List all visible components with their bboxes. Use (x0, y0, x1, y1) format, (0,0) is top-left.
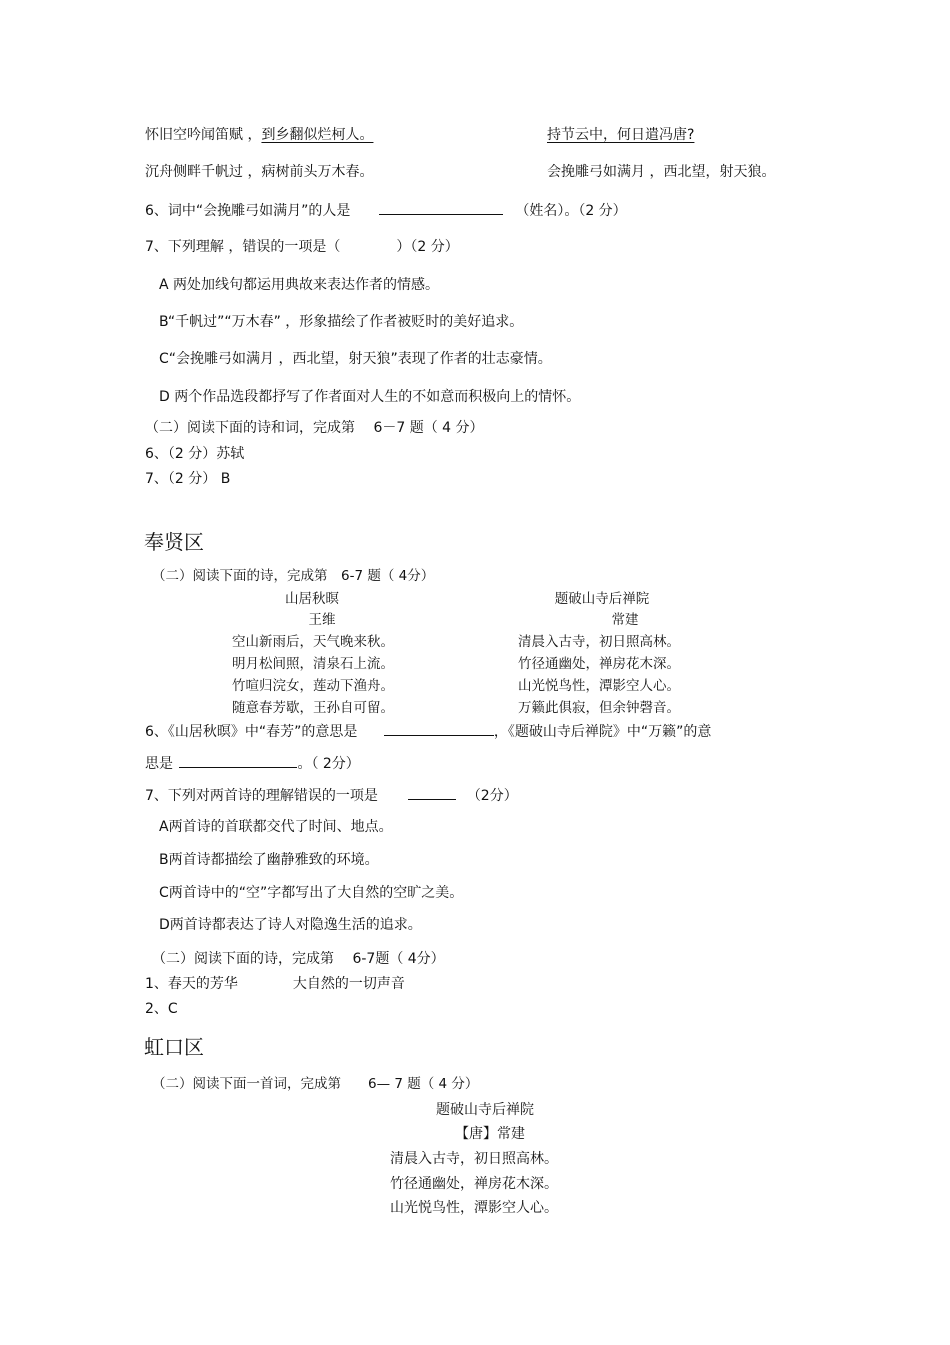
text-underlined: 持节云中，何日遣冯唐? (547, 127, 695, 143)
poem-author: 常建 (611, 612, 639, 628)
answer-6: 6、（2 分）苏轼 (145, 446, 245, 462)
answer-text: 大自然的一切声音 (292, 976, 405, 992)
answer-1 (145, 975, 405, 993)
poem-line-left-1 (145, 126, 373, 144)
question-7 (145, 785, 518, 805)
text-plain: 怀旧空吟闻笛赋 ， (145, 127, 262, 143)
poem-title: 山居秋暝 (285, 591, 339, 607)
section-heading-hongkou: 虹口区 (144, 1035, 204, 1059)
poem-line: 清晨入古寺，初日照高林。 (518, 634, 680, 650)
answer-blank[interactable] (384, 721, 494, 736)
option-a: A两首诗的首联都交代了时间、地点。 (159, 819, 393, 835)
option-c: C“会挽雕弓如满月 ，西北望，射天狼”表现了作者的壮志豪情。 (159, 351, 552, 367)
option-b: B两首诗都描绘了幽静雅致的环境。 (159, 852, 379, 868)
poem-line: 清晨入古寺，初日照高林。 (390, 1151, 558, 1167)
q7-text-after: （2分） (466, 788, 518, 804)
q6-text: 6、《山居秋暝》中“春芳”的意思是 (145, 724, 358, 740)
poem-line: 明月松间照，清泉石上流。 (232, 656, 394, 672)
q6-text-cont: 思是 (145, 756, 173, 772)
q6-text: 6、词中“会挽雕弓如满月”的人是 (145, 203, 351, 219)
poem-author: 【唐】常建 (455, 1126, 525, 1142)
poem-line: 随意春芳歇，王孙自可留。 (232, 700, 394, 716)
q6-text-end: 。（ 2分） (297, 756, 360, 772)
poem-title: 题破山寺后禅院 (436, 1102, 534, 1118)
poem-line: 山光悦鸟性，潭影空人心。 (390, 1200, 558, 1216)
question-7: 7、下列理解 ，错误的一项是（ ）（2 分） (145, 239, 459, 255)
q6-text-after: （姓名）。（2 分） (515, 203, 627, 219)
q7-text: 7、下列对两首诗的理解错误的一项是 (145, 788, 378, 804)
answer-header: （二）阅读下面的诗和词，完成第 6－7 题（ 4 分） (145, 420, 484, 436)
answer-7: 7、（2 分） B (145, 471, 231, 487)
poem-line-right-2 (547, 163, 775, 181)
option-a: A 两处加线句都运用典故来表达作者的情感。 (159, 277, 440, 293)
poem-line: 万籁此俱寂，但余钟磬音。 (518, 700, 680, 716)
question-6 (145, 200, 627, 220)
option-d: D两首诗都表达了诗人对隐逸生活的追求。 (159, 917, 422, 933)
q6-text-mid: ，《题破山寺后禅院》中“万籁”的意 (493, 724, 712, 740)
answer-blank[interactable] (408, 785, 456, 800)
question-6 (145, 721, 711, 741)
answer-blank[interactable] (179, 753, 297, 768)
answer-2: 2、C (145, 1001, 178, 1017)
poem-author: 王维 (308, 612, 336, 628)
text-underlined: 到乡翻似烂柯人。 (261, 127, 374, 143)
poem-line: 竹喧归浣女，莲动下渔舟。 (232, 678, 394, 694)
answer-blank[interactable] (379, 200, 503, 215)
poem-line: 空山新雨后，天气晚来秋。 (232, 634, 394, 650)
text-plain: 沉舟侧畔千帆过 ，病树前头万木春。 (145, 164, 374, 180)
option-b: B“千帆过”“万木春” ，形象描绘了作者被贬时的美好追求。 (159, 314, 524, 330)
poem-line-right-1 (547, 126, 694, 144)
poem-title: 题破山寺后禅院 (554, 591, 650, 607)
section-heading-fengxian: 奉贤区 (144, 530, 204, 554)
answer-header: （二）阅读下面的诗，完成第 6-7题（ 4分） (152, 951, 445, 967)
answer-text: 1、春天的芳华 (145, 976, 238, 992)
section-intro: （二）阅读下面一首词，完成第 6— 7 题（ 4 分） (152, 1076, 479, 1092)
poem-line-left-2 (145, 163, 373, 181)
poem-line: 竹径通幽处，禅房花木深。 (390, 1176, 558, 1192)
option-d: D 两个作品选段都抒写了作者面对人生的不如意而积极向上的情怀。 (159, 389, 581, 405)
option-c: C两首诗中的“空”字都写出了大自然的空旷之美。 (159, 885, 464, 901)
section-intro: （二）阅读下面的诗，完成第 6-7 题（ 4分） (152, 568, 435, 584)
poem-line: 山光悦鸟性，潭影空人心。 (518, 678, 680, 694)
text-plain: 会挽雕弓如满月 ，西北望，射天狼。 (547, 164, 776, 180)
question-6-cont (145, 753, 360, 773)
poem-line: 竹径通幽处，禅房花木深。 (518, 656, 680, 672)
